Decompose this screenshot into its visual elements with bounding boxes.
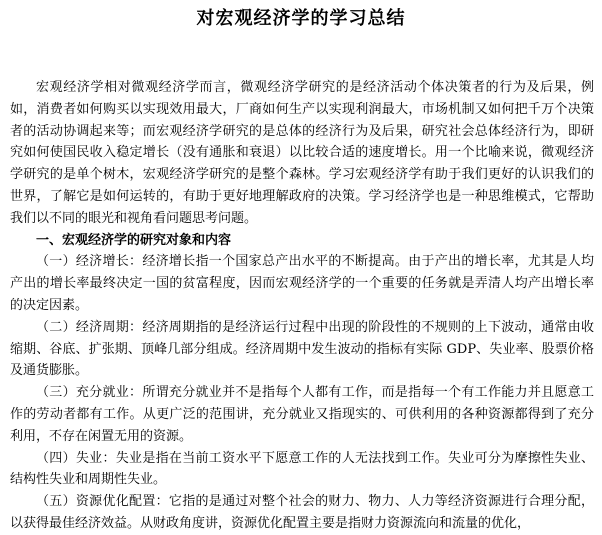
paragraph-unemployment: （四）失业：失业是指在当前工资水平下愿意工作的人无法找到工作。失业可分为摩擦性失业、结构性失业和周期性失业。 <box>10 450 594 488</box>
paragraph-business-cycle: （二）经济周期：经济周期指的是经济运行过程中出现的阶段性的不规则的上下波动，通常由收缩期、谷底、扩张期、顶峰几部分组成。经济周期中发生波动的指标有实际 GDP、失业率、股票价格及通货膨胀。 <box>10 319 594 379</box>
paragraph-growth: （一）经济增长：经济增长指一个国家总产出水平的不断提高。由于产出的增长率，尤其是人均产出的增长率最终决定一国的贫富程度，因而宏观经济学的一个重要的任务就是弄清人均产出增长率的决定因素。 <box>10 254 594 313</box>
intro-paragraph: 宏观经济学相对微观经济学而言，微观经济学研究的是经济活动个体决策者的行为及后果，例如，消费者如何购买以实现效用最大，厂商如何生产以实现利润最大，市场机制又如何把千万个决策者的活动协调起来等；而宏观经济学研究的是总体的经济行为及后果，研究社会总体经济行为，即研究如何使国民收入稳定增长（没有通胀和衰退）以比较合适的速度增长。用一个比喻来说，微观经济学研究的是单个树木，宏观经济学研究的是整个森林。学习宏观经济学有助于我们更好的认识我们的世界，了解它是如何运转的，有助于更好地理解政府的决策。学习经济学也是一种思维模式，它帮助我们以不同的眼光和视角看问题思考问题。 <box>10 80 594 226</box>
section-heading: 一、宏观经济学的研究对象和内容 <box>36 232 232 248</box>
paragraph-full-employment: （三）充分就业：所谓充分就业并不是指每个人都有工作，而是指每一个有工作能力并且愿意工作的劳动者都有工作。从更广泛的范围讲，充分就业又指现实的、可供利用的各种资源都得到了充分利用，不存在闲置无用的资源。 <box>10 385 594 444</box>
document-title: 对宏观经济学的学习总结 <box>196 8 406 29</box>
paragraph-resource-allocation: （五）资源优化配置：它指的是通过对整个社会的财力、物力、人力等经济资源进行合理分配，以获得最佳经济效益。从财政角度讲，资源优化配置主要是指财力资源流向和流量的优化， <box>10 494 594 531</box>
document-body <box>10 77 594 535</box>
